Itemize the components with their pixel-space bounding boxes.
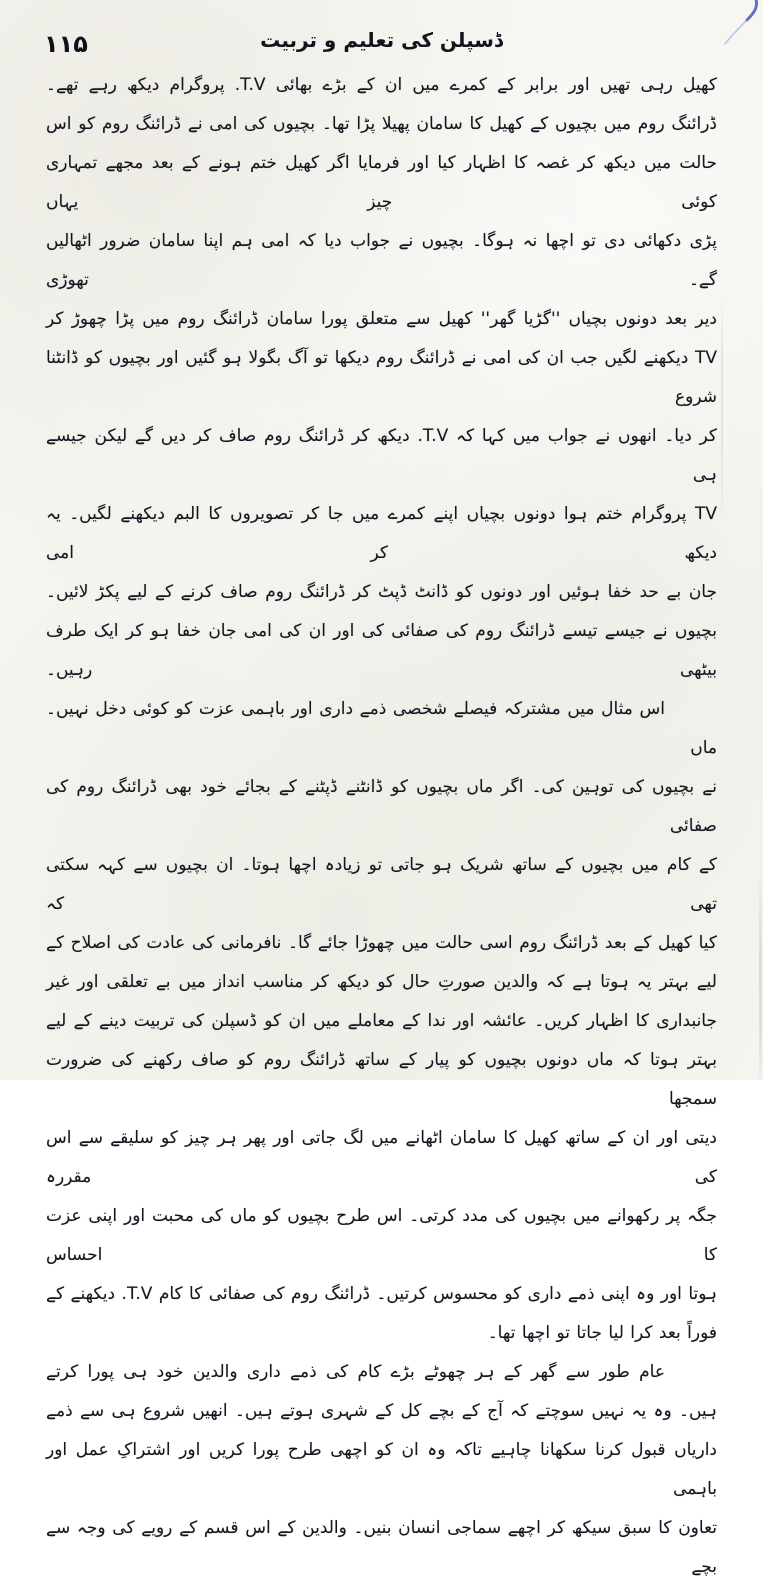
text-line: کر دیا۔ انھوں نے جواب میں کہا کہ T.V. دیکھ کر ڈرائنگ روم صاف کر دیں گے لیکن جیسے ہی [46, 426, 717, 485]
text-line: فوراً بعد کرا لیا جاتا تو اچھا تھا۔ [487, 1323, 717, 1343]
text-line: جان بے حد خفا ہوئیں اور دونوں کو ڈانٹ ڈپٹ کر ڈرائنگ روم صاف کرنے کے لیے پکڑ لائیں۔ [46, 582, 717, 602]
pen-mark-scribble [703, 0, 763, 60]
text-line: بچیوں نے جیسے تیسے ڈرائنگ روم کی صفائی کی اور ان کی امی جان خفا ہو کر ایک طرف بیٹھی رہیں۔ [46, 621, 717, 680]
text-line: حالت میں دیکھ کر غصہ کا اظہار کیا اور فرمایا اگر کھیل ختم ہونے کے بعد مجھے تمہاری کوئی چیز یہاں [46, 153, 717, 212]
text-line: کھیل رہی تھیں اور برابر کے کمرے میں ان کے بڑے بھائی T.V. پروگرام دیکھ رہے تھے۔ [46, 75, 717, 95]
text-line: داریاں قبول کرنا سکھانا چاہیے تاکہ وہ ان کو اچھی طرح پورا کریں اور اشتراکِ عمل اور باہمی [46, 1440, 717, 1499]
text-line: ڈرائنگ روم میں بچیوں کے کھیل کا سامان پھیلا پڑا تھا۔ بچیوں کی امی نے ڈرائنگ روم کو اس [46, 114, 717, 134]
text-line: دیتی اور ان کے ساتھ کھیل کا سامان اٹھانے میں لگ جاتی اور پھر ہر چیز کو سلیقے سے اس کی مقررہ [46, 1128, 717, 1187]
text-line: لیے بہتر یہ ہوتا ہے کہ والدین صورتِ حال کو دیکھ کر مناسب انداز میں بے تعلقی اور غیر [46, 972, 717, 992]
text-line: دیر بعد دونوں بچیاں ''گڑیا گھر'' کھیل سے متعلق پورا سامان ڈرائنگ روم میں پڑا چھوڑ کر [46, 309, 717, 329]
page-header [0, 28, 763, 68]
page-number: ۱۱۵ [44, 30, 88, 58]
chapter-title: ڈسپلن کی تعلیم و تربیت [260, 28, 503, 52]
scan-crease-line [721, 295, 723, 525]
text-line: کیا کھیل کے بعد ڈرائنگ روم اسی حالت میں چھوڑا جائے گا۔ نافرمانی کی عادت کی اصلاح کے [46, 933, 717, 953]
text-line: ہوتا اور وہ اپنی ذمے داری کو محسوس کرتیں۔ ڈرائنگ روم کی صفائی کا کام T.V. دیکھنے کے [46, 1284, 718, 1304]
text-line: کے کام میں بچیوں کے ساتھ شریک ہو جاتی تو زیادہ اچھا ہوتا۔ ان بچیوں سے کہہ سکتی تھی کہ [46, 855, 717, 914]
scan-edge-streak [759, 878, 762, 1080]
text-line: TV دیکھنے لگیں جب ان کی امی نے ڈرائنگ روم دیکھا تو آگ بگولا ہو گئیں اور بچیوں کو ڈانٹنا شروع [46, 348, 717, 407]
text-line: نے بچیوں کی توہین کی۔ اگر ماں بچیوں کو ڈانٹنے ڈپٹنے کے بجائے خود بھی ڈرائنگ روم کی صفائی [46, 777, 717, 836]
text-body [46, 66, 717, 1587]
text-line: تعاون کا سبق سیکھ کر اچھے سماجی انسان بنیں۔ والدین کے اس قسم کے رویے کی وجہ سے بچے [46, 1518, 717, 1577]
text-line: ہیں۔ وہ یہ نہیں سوچتے کہ آج کے بچے کل کے شہری ہوتے ہیں۔ انھیں شروع ہی سے ذمے [46, 1401, 717, 1421]
text-line: اس مثال میں مشترکہ فیصلے شخصی ذمے داری اور باہمی عزت کو کوئی دخل نہیں۔ ماں [46, 699, 717, 758]
text-line: پڑی دکھائی دی تو اچھا نہ ہوگا۔ بچیوں نے جواب دیا کہ امی ہم اپنا سامان ضرور اٹھالیں گے۔ تھوڑی [46, 231, 717, 290]
text-line: TV پروگرام ختم ہوا دونوں بچیاں اپنے کمرے میں جا کر تصویروں کا البم دیکھنے لگیں۔ یہ دیکھ کر امی [46, 504, 717, 563]
text-line: بہتر ہوتا کہ ماں دونوں بچیوں کو پیار کے ساتھ ڈرائنگ روم کو صاف رکھنے کی ضرورت سمجھا [46, 1050, 717, 1109]
paragraph [46, 690, 717, 1353]
text-line: جگہ پر رکھوانے میں بچیوں کی مدد کرتی۔ اس طرح بچیوں کو ماں کی محبت اور اپنی عزت کا احساس [46, 1206, 717, 1265]
text-line: عام طور سے گھر کے ہر چھوٹے بڑے کام کی ذمے داری والدین خود ہی پورا کرتے [46, 1362, 665, 1382]
paragraph [46, 1353, 717, 1587]
text-line: جانبداری کا اظہار کریں۔ عائشہ اور ندا کے معاملے میں ان کو ڈسپلن کی تربیت دینے کے لیے [46, 1011, 717, 1031]
paragraph [46, 66, 717, 690]
